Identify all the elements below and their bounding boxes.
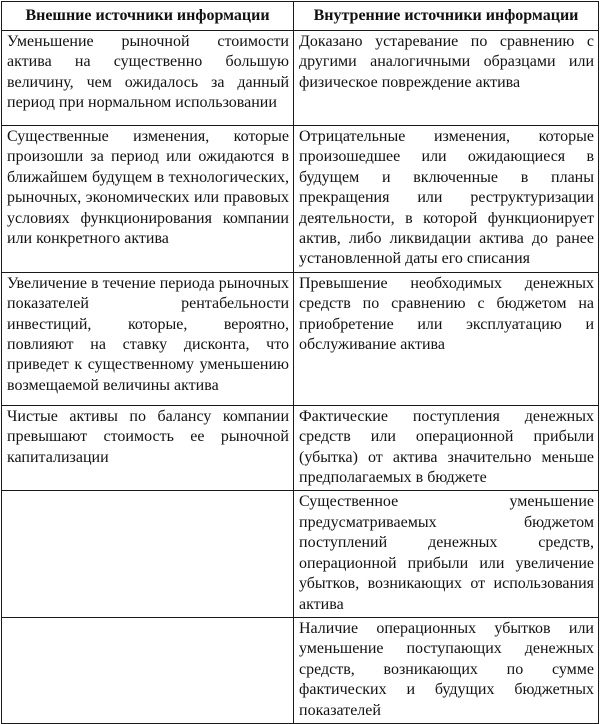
external-source-cell: Существенные изменения, которые произошли за период или ожидаются в ближайшем будущем в технологических, рыночных, экономических или правовых условиях функционирования компании или конкретного актива: [2, 126, 294, 273]
table-row: [2, 272, 599, 405]
external-source-cell: Чистые активы по балансу компании превышают стоимость ее рыночной капитализации: [2, 405, 294, 491]
internal-source-cell: Отрицательные изменения, которые произошедшее или ожидающиеся в будущем и включенные в планы прекращения или реструктуризации деятельности, в которой функционирует актив, либо ликвидации актива до ранее установленной даты его списания: [294, 126, 599, 273]
internal-source-cell: Доказано устаревание по сравнению с другими аналогичными образцами или физическое повреждение актива: [294, 31, 599, 126]
sources-table: [1, 1, 599, 724]
table-row: [2, 405, 599, 491]
external-source-cell: Увеличение в течение периода рыночных показателей рентабельности инвестиций, которые, вероятно, повлияют на ставку дисконта, что приведет к существенному уменьшению возмещаемой величины актива: [2, 272, 294, 405]
table-row: [2, 617, 599, 723]
header-row: [2, 2, 599, 31]
internal-source-cell: Фактические поступления денежных средств или операционной прибыли (убытка) от актива значительно меньше предполагаемых в бюджете: [294, 405, 599, 491]
table-row: [2, 491, 599, 617]
internal-source-cell: Превышение необходимых денежных средств по сравнению с бюджетом на приобретение или эксплуатацию и обслуживание актива: [294, 272, 599, 405]
external-source-cell-empty: [2, 491, 294, 617]
table-row: [2, 126, 599, 273]
header-external-sources: Внешние источники информации: [2, 2, 294, 31]
external-source-cell: Уменьшение рыночной стоимости актива на существенно большую величину, чем ожидалось за данный период при нормальном использовании: [2, 31, 294, 126]
internal-source-cell: Наличие операционных убытков или уменьшение поступающих денежных средств, возникающих по сумме фактических и будущих бюджетных показателей: [294, 617, 599, 723]
external-source-cell-empty: [2, 617, 294, 723]
internal-source-cell: Существенное уменьшение предусматриваемых бюджетом поступлений денежных средств, операционной прибыли или увеличение убытков, возникающих от использования актива: [294, 491, 599, 617]
header-internal-sources: Внутренние источники информации: [294, 2, 599, 31]
table-row: [2, 31, 599, 126]
